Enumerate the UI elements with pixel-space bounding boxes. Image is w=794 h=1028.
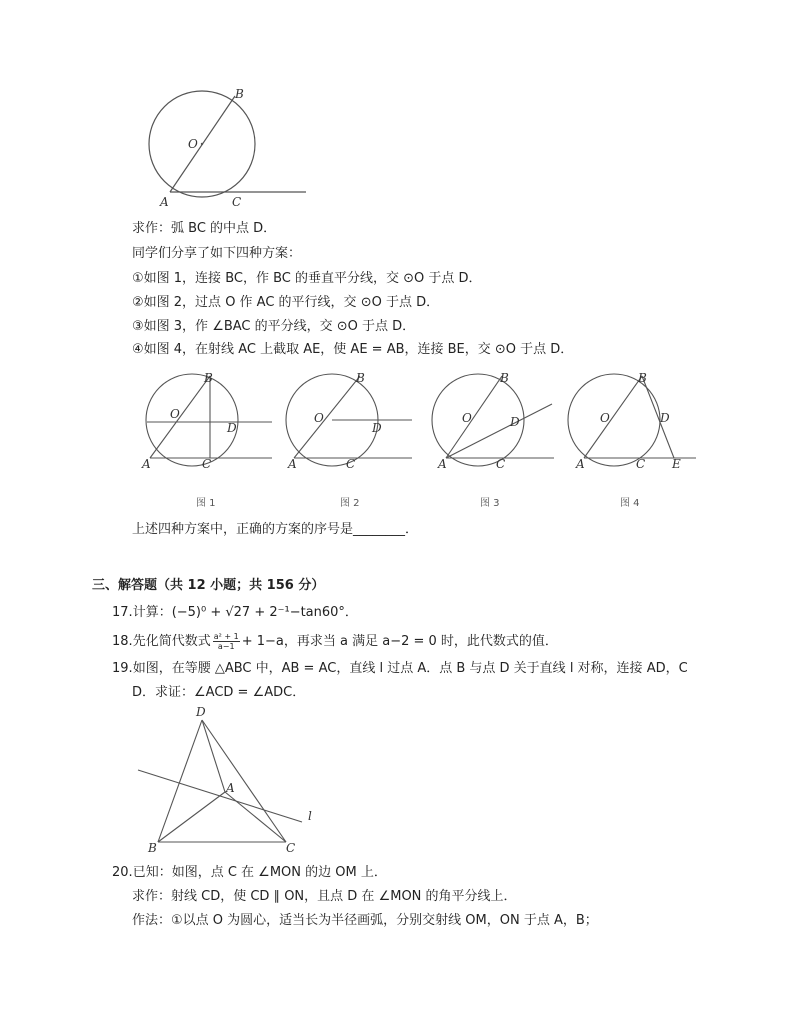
figure-3 xyxy=(426,370,566,512)
label-a: A xyxy=(160,195,169,209)
svg-text:O: O xyxy=(600,411,610,425)
q19-label-a: A xyxy=(226,781,235,795)
svg-text:B: B xyxy=(500,371,509,385)
q20-line2: 求作：射线 CD，使 CD ∥ ON，且点 D 在 ∠MON 的角平分线上． xyxy=(132,889,517,904)
figure-1 xyxy=(132,370,277,512)
q18-before: 先化简代数式 xyxy=(132,634,211,649)
svg-text:C: C xyxy=(346,457,356,471)
label-c: C xyxy=(232,195,242,209)
caption-1: 图 1 xyxy=(196,498,216,509)
svg-text:O: O xyxy=(462,411,472,425)
svg-text:D: D xyxy=(372,421,382,435)
svg-text:A: A xyxy=(438,457,447,471)
q17-num: 17. xyxy=(112,605,133,620)
svg-text:C: C xyxy=(636,457,646,471)
svg-text:A: A xyxy=(288,457,297,471)
svg-text:O: O xyxy=(170,407,180,421)
svg-text:C: C xyxy=(496,457,506,471)
plan-1: ①如图 1，连接 BC，作 BC 的垂直平分线，交 ⊙O 于点 D． xyxy=(132,271,482,286)
caption-2: 图 2 xyxy=(340,498,360,509)
q19-line1 xyxy=(112,660,688,678)
q19-label-b: B xyxy=(148,841,157,855)
label-o: O xyxy=(188,137,198,151)
q20-num: 20. xyxy=(112,865,133,880)
q19-text1: 如图，在等腰 △ABC 中，AB = AC，直线 l 过点 A．点 B 与点 D 关于直线 l 对称，连接 AD，C xyxy=(132,661,688,676)
q20-line3: 作法：①以点 O 为圆心，适当长为半径画弧，分别交射线 OM，ON 于点 A，B； xyxy=(132,913,598,928)
q18-frac-den: a−1 xyxy=(217,642,235,651)
q20-text1: 已知：如图，点 C 在 ∠MON 的边 OM 上． xyxy=(132,865,387,880)
q19-label-c: C xyxy=(286,841,296,855)
figure-4 xyxy=(566,370,706,512)
svg-text:E: E xyxy=(672,457,681,471)
q19-label-l: l xyxy=(308,809,312,823)
q19-num: 19. xyxy=(112,661,133,676)
svg-text:B: B xyxy=(204,371,213,385)
q18-frac-num: a² + 1 xyxy=(213,632,239,641)
q19-line2: D．求证：∠ACD = ∠ADC． xyxy=(132,685,306,700)
svg-text:B: B xyxy=(356,371,365,385)
q18-after: + 1−a，再求当 a 满足 a−2 = 0 时，此代数式的值． xyxy=(241,634,558,649)
q18-num: 18. xyxy=(112,634,133,649)
svg-text:D: D xyxy=(510,415,520,429)
task-require: 求作：弧 BC 的中点 D． xyxy=(132,221,277,236)
q19-label-d: D xyxy=(196,705,206,719)
q18-fraction xyxy=(213,632,240,651)
svg-text:A: A xyxy=(576,457,585,471)
q17 xyxy=(112,604,358,622)
q20-line1 xyxy=(112,864,387,882)
caption-4: 图 4 xyxy=(620,498,640,509)
q18 xyxy=(112,632,558,651)
label-b: B xyxy=(235,87,244,101)
q17-text: 计算：(−5)⁰ + √27 + 2⁻¹−tan60°． xyxy=(132,605,358,620)
svg-text:B: B xyxy=(638,371,647,385)
svg-text:O: O xyxy=(314,411,324,425)
section-title: 三、解答题（共 12 小题；共 156 分） xyxy=(92,578,325,593)
plan-4: ④如图 4，在射线 AC 上截取 AE，使 AE = AB，连接 BE，交 ⊙O 于点 D． xyxy=(132,342,574,357)
svg-text:D: D xyxy=(227,421,237,435)
q19-figure xyxy=(130,702,330,856)
svg-text:D: D xyxy=(660,411,670,425)
caption-3: 图 3 xyxy=(480,498,500,509)
plan-3: ③如图 3，作 ∠BAC 的平分线，交 ⊙O 于点 D． xyxy=(132,319,416,334)
svg-text:A: A xyxy=(142,457,151,471)
main-circle-figure xyxy=(140,86,320,212)
task-intro: 同学们分享了如下四种方案： xyxy=(132,246,302,261)
svg-text:C: C xyxy=(202,457,212,471)
task-question: 上述四种方案中，正确的方案的序号是________． xyxy=(132,522,419,537)
plan-2: ②如图 2，过点 O 作 AC 的平行线，交 ⊙O 于点 D． xyxy=(132,295,440,310)
figure-2 xyxy=(276,370,421,512)
